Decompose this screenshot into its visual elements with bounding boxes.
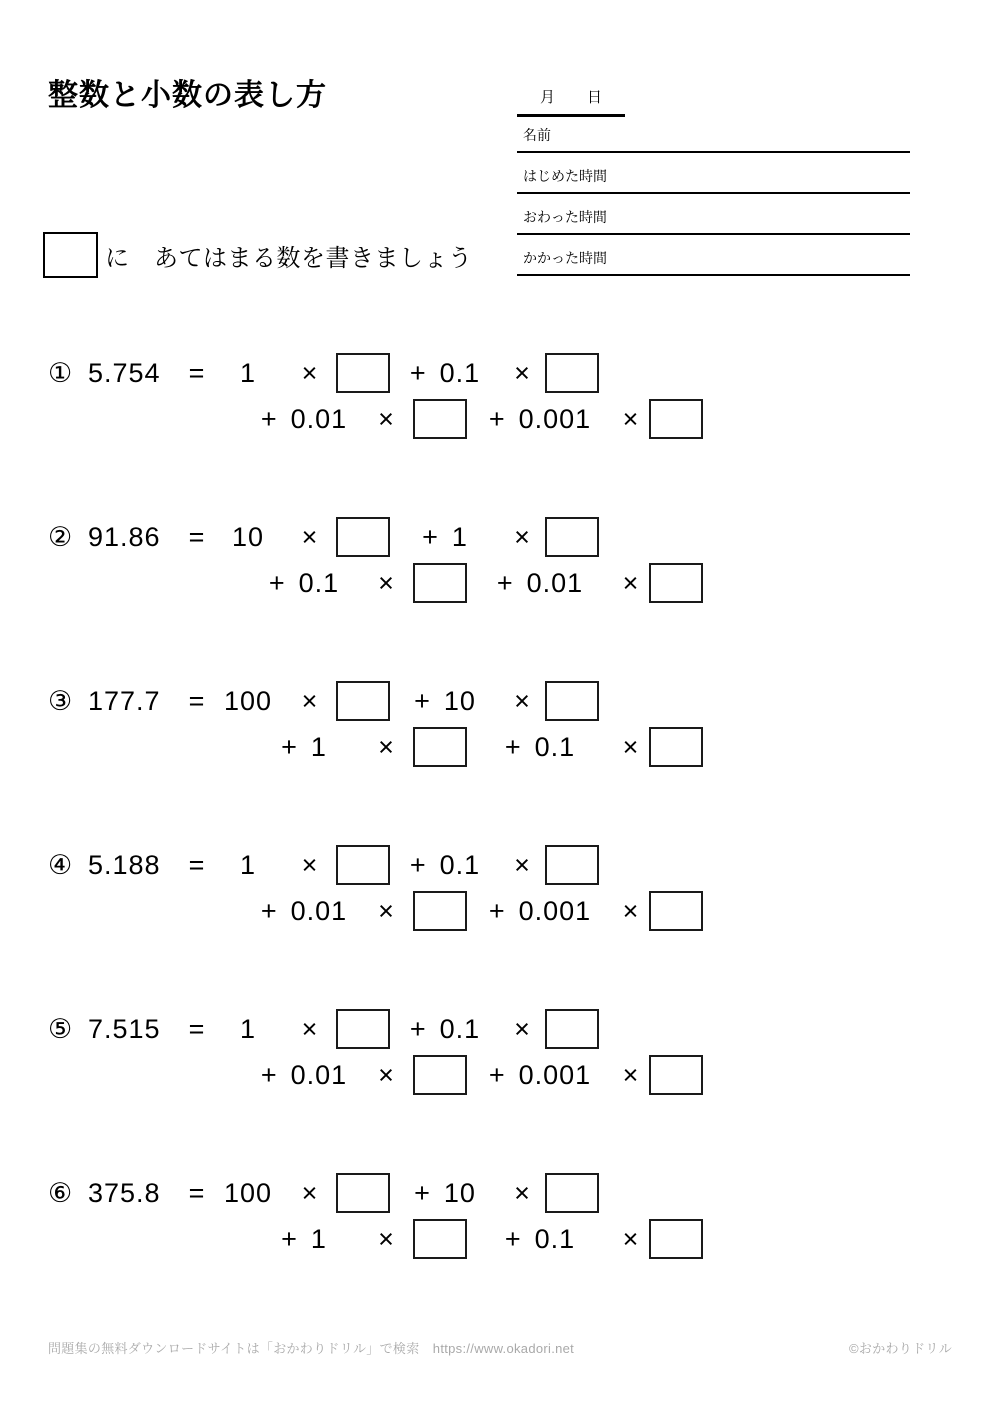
answer-box[interactable] xyxy=(336,353,390,393)
answer-box[interactable] xyxy=(649,1055,703,1095)
problem-number: ⑤ xyxy=(48,1013,74,1044)
plus-sign: + xyxy=(260,895,278,926)
times-sign: × xyxy=(301,1013,319,1044)
problem-line-2 xyxy=(48,724,703,770)
answer-box[interactable] xyxy=(336,845,390,885)
factor-1: 100 xyxy=(223,685,273,716)
plus-sign: + xyxy=(488,895,506,926)
factor-4: 0.001 xyxy=(518,1059,592,1090)
problem-value: 375.8 xyxy=(88,1177,161,1208)
equals-sign: = xyxy=(188,357,206,388)
times-sign: × xyxy=(514,1013,531,1044)
start-time-label: はじめた時間 xyxy=(523,168,607,184)
problem-4 xyxy=(48,842,703,934)
problem-value: 7.515 xyxy=(88,1013,161,1044)
answer-box[interactable] xyxy=(413,727,467,767)
problem-value: 91.86 xyxy=(88,521,161,552)
plus-sign: + xyxy=(260,403,278,434)
problem-line-2 xyxy=(48,560,703,606)
problem-6 xyxy=(48,1170,703,1262)
times-sign: × xyxy=(301,849,319,880)
factor-3: 0.1 xyxy=(298,567,340,598)
footer-site-text: 問題集の無料ダウンロードサイトは「おかわりドリル」で検索 https://www.okadori.net xyxy=(48,1341,575,1356)
blank-box xyxy=(43,232,98,278)
term-2 xyxy=(390,1178,500,1209)
answer-box[interactable] xyxy=(545,517,599,557)
equals-sign: = xyxy=(188,685,206,716)
times-sign: × xyxy=(622,567,640,598)
times-sign: × xyxy=(378,403,395,434)
factor-4: 0.1 xyxy=(534,731,576,762)
answer-box[interactable] xyxy=(336,1173,390,1213)
times-sign: × xyxy=(514,849,531,880)
answer-box[interactable] xyxy=(336,1009,390,1049)
answer-box[interactable] xyxy=(649,563,703,603)
factor-3: 0.01 xyxy=(290,1059,348,1090)
term-2 xyxy=(390,522,500,553)
answer-box[interactable] xyxy=(649,727,703,767)
factor-1: 1 xyxy=(239,1013,257,1044)
plus-sign: + xyxy=(488,403,506,434)
equals-sign: = xyxy=(188,849,206,880)
plus-sign: + xyxy=(504,1223,522,1254)
times-sign: × xyxy=(622,1059,640,1090)
plus-sign: + xyxy=(409,357,427,388)
term-4 xyxy=(467,896,613,927)
end-time-field[interactable] xyxy=(517,194,910,235)
term-4 xyxy=(467,568,613,599)
answer-box[interactable] xyxy=(545,353,599,393)
problem-number: ① xyxy=(48,357,74,388)
problem-value: 5.188 xyxy=(88,849,161,880)
factor-1: 10 xyxy=(231,521,265,552)
times-sign: × xyxy=(622,731,640,762)
factor-4: 0.001 xyxy=(518,895,592,926)
times-sign: × xyxy=(622,895,640,926)
plus-sign: + xyxy=(414,1177,431,1208)
problem-line-2 xyxy=(48,396,703,442)
problem-5 xyxy=(48,1006,703,1098)
equals-sign: = xyxy=(188,1013,206,1044)
times-sign: × xyxy=(301,1177,319,1208)
equals-sign: = xyxy=(188,521,206,552)
answer-box[interactable] xyxy=(413,563,467,603)
plus-sign: + xyxy=(268,567,286,598)
problem-number: ② xyxy=(48,521,74,552)
name-label: 名前 xyxy=(523,127,551,143)
problem-line-1 xyxy=(48,678,703,724)
equals-sign: = xyxy=(188,1177,206,1208)
times-sign: × xyxy=(378,731,395,762)
factor-4: 0.001 xyxy=(518,403,592,434)
problem-number: ④ xyxy=(48,849,74,880)
answer-box[interactable] xyxy=(413,1219,467,1259)
factor-3: 1 xyxy=(310,1223,327,1254)
factor-1: 1 xyxy=(239,357,257,388)
factor-2: 1 xyxy=(451,521,468,552)
problem-line-1 xyxy=(48,1006,703,1052)
answer-box[interactable] xyxy=(545,845,599,885)
problem-1 xyxy=(48,350,703,442)
problem-line-2 xyxy=(48,1052,703,1098)
plus-sign: + xyxy=(260,1059,278,1090)
answer-box[interactable] xyxy=(649,891,703,931)
term-2 xyxy=(390,358,500,389)
answer-box[interactable] xyxy=(336,517,390,557)
answer-box[interactable] xyxy=(649,1219,703,1259)
factor-3: 1 xyxy=(310,731,327,762)
page-title: 整数と小数の表し方 xyxy=(48,79,327,112)
term-3 xyxy=(248,732,360,763)
term-3 xyxy=(248,1060,360,1091)
times-sign: × xyxy=(378,1223,395,1254)
times-sign: × xyxy=(514,685,531,716)
answer-box[interactable] xyxy=(413,399,467,439)
factor-2: 0.1 xyxy=(439,849,481,880)
term-4 xyxy=(467,1060,613,1091)
plus-sign: + xyxy=(496,567,514,598)
times-sign: × xyxy=(514,521,531,552)
times-sign: × xyxy=(378,567,395,598)
answer-box[interactable] xyxy=(545,681,599,721)
answer-box[interactable] xyxy=(413,891,467,931)
problem-list xyxy=(48,350,703,1334)
day-label: 日 xyxy=(587,89,603,106)
factor-2: 0.1 xyxy=(439,357,481,388)
answer-box[interactable] xyxy=(649,399,703,439)
problem-number: ③ xyxy=(48,685,74,716)
plus-sign: + xyxy=(504,731,522,762)
name-field[interactable] xyxy=(517,117,910,153)
times-sign: × xyxy=(622,1223,640,1254)
plus-sign: + xyxy=(414,685,431,716)
factor-1: 100 xyxy=(223,1177,273,1208)
times-sign: × xyxy=(301,521,319,552)
problem-line-2 xyxy=(48,888,703,934)
answer-box[interactable] xyxy=(413,1055,467,1095)
problem-line-1 xyxy=(48,842,703,888)
factor-3: 0.01 xyxy=(290,403,348,434)
term-2 xyxy=(390,686,500,717)
plus-sign: + xyxy=(422,521,439,552)
answer-box[interactable] xyxy=(336,681,390,721)
start-time-field[interactable] xyxy=(517,153,910,194)
term-3 xyxy=(248,1224,360,1255)
term-3 xyxy=(248,568,360,599)
times-sign: × xyxy=(514,1177,531,1208)
plus-sign: + xyxy=(281,731,298,762)
factor-3: 0.01 xyxy=(290,895,348,926)
elapsed-time-label: かかった時間 xyxy=(523,250,607,266)
footer-copyright: ©おかわりドリル xyxy=(849,1341,952,1356)
problem-line-1 xyxy=(48,350,703,396)
times-sign: × xyxy=(301,685,319,716)
elapsed-time-field[interactable] xyxy=(517,235,910,276)
times-sign: × xyxy=(378,1059,395,1090)
term-3 xyxy=(248,404,360,435)
term-4 xyxy=(467,1224,613,1255)
term-2 xyxy=(390,850,500,881)
instruction-text: に あてはまる数を書きましょう xyxy=(105,244,473,272)
problem-value: 177.7 xyxy=(88,685,161,716)
footer xyxy=(48,1338,952,1357)
times-sign: × xyxy=(301,357,319,388)
factor-1: 1 xyxy=(239,849,257,880)
problem-number: ⑥ xyxy=(48,1177,74,1208)
month-label: 月 xyxy=(539,89,555,106)
times-sign: × xyxy=(378,895,395,926)
answer-box[interactable] xyxy=(545,1009,599,1049)
factor-4: 0.01 xyxy=(526,567,584,598)
header-form xyxy=(517,84,910,276)
plus-sign: + xyxy=(409,849,427,880)
problem-3 xyxy=(48,678,703,770)
factor-2: 10 xyxy=(443,1177,476,1208)
factor-2: 10 xyxy=(443,685,476,716)
plus-sign: + xyxy=(409,1013,427,1044)
problem-line-2 xyxy=(48,1216,703,1262)
factor-4: 0.1 xyxy=(534,1223,576,1254)
answer-box[interactable] xyxy=(545,1173,599,1213)
factor-2: 0.1 xyxy=(439,1013,481,1044)
problem-line-1 xyxy=(48,1170,703,1216)
problem-2 xyxy=(48,514,703,606)
term-4 xyxy=(467,404,613,435)
plus-sign: + xyxy=(281,1223,298,1254)
end-time-label: おわった時間 xyxy=(523,209,607,225)
plus-sign: + xyxy=(488,1059,506,1090)
date-field[interactable] xyxy=(517,84,625,117)
problem-value: 5.754 xyxy=(88,357,161,388)
times-sign: × xyxy=(514,357,531,388)
problem-line-1 xyxy=(48,514,703,560)
term-4 xyxy=(467,732,613,763)
instruction xyxy=(43,232,473,278)
term-2 xyxy=(390,1014,500,1045)
term-3 xyxy=(248,896,360,927)
times-sign: × xyxy=(622,403,640,434)
